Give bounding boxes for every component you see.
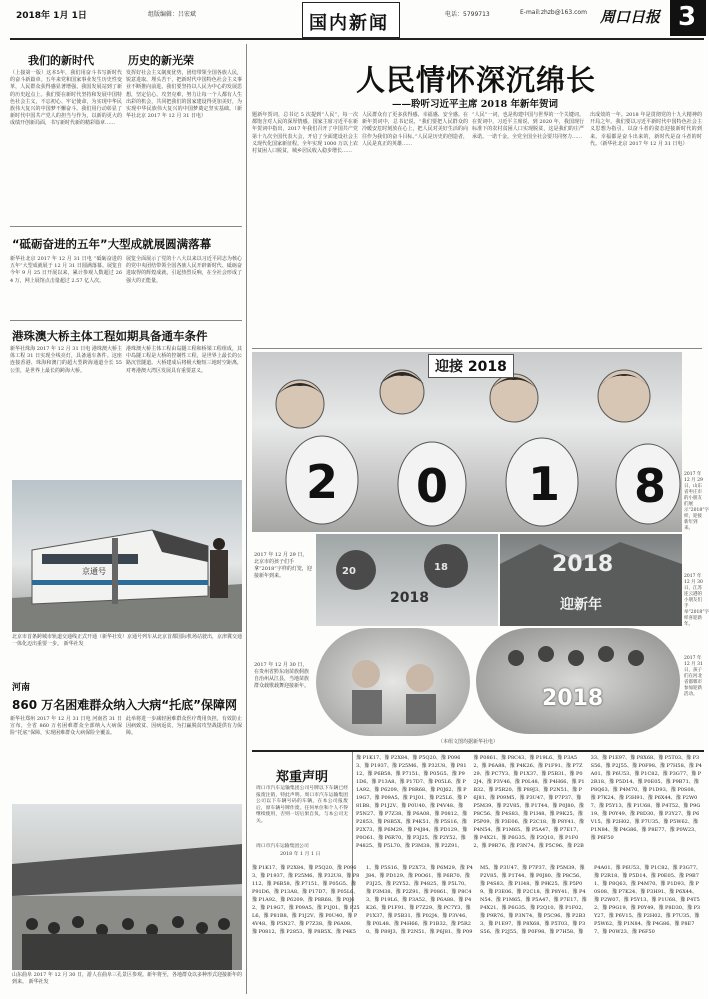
main-story-col3: “人民”一词，也是构建中国与世界的一个关键词。在贺词中，习近平主席说，到 2020 年，我国现行标准下的农村贫困人口实现脱贫，这是我们的庄严承诺。一诺千金。全党全国全社会要共同努力…… [472, 112, 584, 140]
section-title: 国内新闻 [309, 13, 389, 34]
story-medical-col2: 此举将进一步减轻困难群众医疗费用负担，有效防止因病致贫、因病返贫，为打赢脱贫攻坚战提供有力保障。 [126, 716, 242, 737]
story-exhibition-col1: 新华社北京 2017 年 12 月 31 日电 “砥砺奋进的五年”大型成就展于 12 月 31 日圆满落幕。展览自今年 9 月 25 日开展以来，累计参观人数超过 264 万，网上展馆点击量超过 2.57 亿人次。 [10, 256, 122, 284]
photo-dancers [500, 534, 682, 626]
photo-lanterns [316, 534, 498, 626]
column-divider [246, 44, 247, 994]
lanterns-illustration [316, 534, 498, 626]
rule-story2 [10, 226, 242, 227]
photo-spread-title: 迎接 2018 [428, 354, 514, 378]
caption-qufu: 山东曲阜 2017 年 12 月 30 日，游人在曲阜三孔景区参观。新年将至，各地群众以多种形式迎接新年的到来。 新华社发 [12, 972, 242, 985]
qufu-illustration [12, 804, 242, 970]
kids-dots-illustration [476, 628, 680, 734]
svg-text:8: 8 [634, 459, 667, 513]
photo-spread-credit: （本组文图均据新华社电） [438, 739, 499, 745]
caption-spread-b: 2017 年 12 月 29 日，北京市的孩子们手拿“2018”字样的灯笼，迎接新年到来。 [254, 552, 312, 579]
train-illustration [12, 480, 242, 632]
svg-text:1: 1 [528, 457, 561, 511]
story-exhibition-col2: 展览全面展示了党的十八大以来以习近平同志为核心的党中央团结带领全国各族人民开辟新时代、砥砺奋进取得的辉煌成就，引起热烈反响，在全社会形成了强大的正能量。 [126, 256, 242, 284]
headline-main: 人民情怀深沉绵长 [356, 63, 597, 97]
children-illustration [252, 352, 682, 532]
photo-dancers-text: 2018 [552, 552, 614, 577]
headline-medical: 860 万名困难群众纳入大病“托底”保障网 [12, 698, 238, 712]
story-bridge-col1: 新华社珠海 2017 年 12 月 31 日电 港珠澳大桥主体工程 31 日实现全线亮灯，具备通车条件。这座连接香港、珠海和澳门的超大型跨海通道全长 55 公里，是世界上最长的跨海大桥。 [10, 346, 122, 374]
caption-spread-e: 2017 年 12 月 31 日，孩子们在河北省邯郸市参加迎新活动。 [684, 656, 703, 697]
header-rule [10, 38, 704, 40]
svg-text:18: 18 [434, 562, 448, 573]
page-number: 3 [678, 2, 697, 32]
story-new-era-col1: （上接第一版）这本5年，我们用奋斗书写新时代的奋斗新篇章。五年来党和国家事业发生历史性变革，人民群众获得感显著增强，我国发展站到了新的历史起点上。我们要在新时代坚持和发展中国特色社会主义，不忘初心、牢记使命，为实现中华民族伟大复兴的中国梦不懈奋斗。我们用行动彰显了新时代中国共产党人的担当与作为，以新的更大的成绩开创新局面，书写新时代新的精彩篇章…… [10, 70, 122, 127]
notice-body: 周口市汽车运输集团公司号牌以下车辆已经报废注销，特此声明。周口市汽车运输集团公司以下车辆号码的车辆，在本公司报废后，原车辆号牌作废。任何单位和个人不得继续使用，否则一切后果自负，与本公司无关。 [256, 786, 348, 824]
notice-signature: 周口市汽车运输集团公司 [256, 844, 309, 849]
story-new-era-col2: 发挥好社会主义制度优势，团结带领全国各族人民，锐意进取、埋头苦干，把新时代中国特色社会主义事业不断推向前进。我们要坚持以人民为中心的发展思想，坚定信心、攻坚克难，努力让每一个人都有人生出彩的机会，共同把我们的国家建设得更加美好，为实现中华民族伟大复兴的中国梦奠定坚实基础。（新华社北京 2017 年 12 月 31 日电） [126, 70, 242, 120]
caption-train: 北京市首条跨城市轨道交通线正式开通（新华社发）京通号列车从北京首都国际机场站驶出，京津冀交通一体化迈出重要一步。 新华社发 [12, 634, 243, 647]
caption-spread-c: 2017 年 12 月 30 日，江苏连云港的小朋友们手举“2018”字样喜迎新年。 [684, 574, 709, 627]
children-circle-illustration [316, 628, 470, 736]
photo-lanterns-text: 2018 [390, 590, 429, 606]
photo-kids-text: 2018 [542, 686, 604, 711]
photo-train [12, 480, 242, 632]
photo-children-circle [316, 628, 470, 736]
headline-exhibition: “砥砺奋进的五年”大型成就展圆满落幕 [12, 237, 212, 251]
subheadline-main: ——聆听习近平主席 2018 年新年贺词 [392, 99, 559, 110]
headline-new-glory: 历史的新光荣 [128, 54, 194, 67]
train-sign-text: 京通号 [82, 567, 106, 576]
notice-plate-list-bottom: 豫 P1K17、豫 P2X84、豫 P5Q20、豫 P0963、豫 P1937、豫 P25M6、豫 P32U8、豫 P8112、豫 P6B58、豫 P7151、豫 P05G5、豫 P91D6、豫 P13A8、豫 P17D7、豫 P05L6、豫 P1A92、豫 P6209、豫 P8R68、豫 P0J62、豫 P19G7、豫 P09A5、豫 P1J01、豫 P25L6、豫 P81B8、豫 P1J2V、豫 P0U40、豫 P4V48、豫 P5N27、豫 P7Z38、豫 P6A08、豫 P0812、豫 P2853、豫 P8B5X、豫 P4K51、豫 P5S16、豫 P2X73、豫 P6M29、豫 P4J84、豫 PD129、豫 P0O61、豫 P6R70、豫 P3J25、豫 P2Y52、豫 P4825、豫 P5L70、豫 P3M38、豫 P2Z91、豫 P0861、豫 P8C43、豫 P19L6、豫 P3A52、豫 P6A88、豫 P4K26、豫 P1F91、豫 P7Z29、豫 PC7Y3、豫 P1X37、豫 P5B31、豫 P02J4、豫 P3V46、豫 P0L48、豫 P4H66、豫 P1B32、豫 P5R20、豫 P89J3、豫 P2N51、豫 P6J81、豫 P09M5、豫 P3U47、豫 P7P37、豫 P5M39、豫 P2V85、豫 P1T44、豫 P0J80、豫 P8C56、豫 P4S83、豫 P1I48、豫 P9K25、豫 P5P09、豫 P3E06、豫 P2C18、豫 P8Y41、豫 P4N54、豫 P1M65、豫 P5A47、豫 P7E17、豫 P4X21、豫 P6G35、豫 P2Q10、豫 P1F02、豫 P9R76、豫 P3N74、豫 P5C96、豫 P2B33、豫 P1E97、豫 P8X68、豫 P5T03、豫 P3S56、豫 P2J55、豫 P0F98、豫 P7H58、豫 P4A01、豫 P6U53、豫 P1C82、豫 P3G77、豫 P2R18、豫 P5D14、豫 P0E05、豫 P9B71、豫 P8Q63、豫 P4M70、豫 P1D93、豫 P0S08、豫 P7K24、豫 P3H91、豫 P6X44、豫 P2W07、豫 P5Y13、豫 P1U68、豫 P4T52、豫 P9G19、豫 P0Y49、豫 P8D30、豫 P3Y27、豫 P6V15、豫 P2H02、豫 P7U35、豫 P5W62、豫 P1N84、豫 P4G86、豫 P8E77、豫 P0W23、豫 P6F50 [252, 865, 702, 935]
caption-spread-d: 2017 年 12 月 30 日，在贵州省黔东南苗族侗族自治州从江县，当地苗族群众载歌载舞迎接新年。 [254, 662, 310, 689]
notice-date: 2018 年 1 月 1 日 [280, 852, 321, 857]
issue-date: 2018年 1月 1日 [16, 11, 87, 21]
meta-phone: 电话：5799713 [445, 11, 490, 18]
masthead-logo: 周口日报 [600, 8, 661, 26]
rule-photo-spread [252, 348, 702, 349]
headline-bridge: 港珠澳大桥主体工程如期具备通车条件 [12, 329, 208, 343]
meta-email: E-mail:zhzb@163.com [520, 9, 587, 16]
photo-kids-dots [476, 628, 680, 734]
svg-text:0: 0 [416, 459, 449, 513]
headline-new-era: 我们的新时代 [28, 54, 94, 67]
svg-text:2: 2 [306, 455, 339, 509]
main-story-col2: 人民群众有了更多获得感、幸福感、安全感。在新年贺词中，总书记说，“我们要把人民群众的冷暖安危时刻放在心上，把人民对美好生活的向往作为我们的奋斗目标。”人民是历史的创造者，人民是真正的英雄…… [362, 112, 468, 147]
notice-plate-list-right: 豫 P1K17、豫 P2X84、豫 P5Q20、豫 P0963、豫 P1937、豫 P25M6、豫 P32U8、豫 P8112、豫 P6B58、豫 P7151、豫 P05G5、豫 P91D6、豫 P13A8、豫 P17D7、豫 P05L6、豫 P1A92、豫 P6209、豫 P8R68、豫 P0J62、豫 P19G7、豫 P09A5、豫 P1J01、豫 P25L6、豫 P81B8、豫 P1J2V、豫 P0U40、豫 P4V48、豫 P5N27、豫 P7Z38、豫 P6A08、豫 P0812、豫 P2853、豫 P8B5X、豫 P4K51、豫 P5S16、豫 P2X73、豫 P6M29、豫 P4J84、豫 PD129、豫 P0O61、豫 P6R70、豫 P3J25、豫 P2Y52、豫 P4825、豫 P5L70、豫 P3M38、豫 P2Z91、豫 P0861、豫 P8C43、豫 P19L6、豫 P3A52、豫 P6A88、豫 P4K26、豫 P1F91、豫 P7Z29、豫 PC7Y3、豫 P1X37、豫 P5B31、豫 P02J4、豫 P3V46、豫 P0L48、豫 P4H66、豫 P1B32、豫 P5R20、豫 P89J3、豫 P2N51、豫 P6J81、豫 P09M5、豫 P3U47、豫 P7P37、豫 P5M39、豫 P2V85、豫 P1T44、豫 P0J80、豫 P8C56、豫 P4S83、豫 P1I48、豫 P9K25、豫 P5P09、豫 P3E06、豫 P2C18、豫 P8Y41、豫 P4N54、豫 P1M65、豫 P5A47、豫 P7E17、豫 P4X21、豫 P6G35、豫 P2Q10、豫 P1F02、豫 P9R76、豫 P3N74、豫 P5C96、豫 P2B33、豫 P1E97、豫 P8X68、豫 P5T03、豫 P3S56、豫 P2J55、豫 P0F98、豫 P7H58、豫 P4A01、豫 P6U53、豫 P1C82、豫 P3G77、豫 P2R18、豫 P5D14、豫 P0E05、豫 P9B71、豫 P8Q63、豫 P4M70、豫 P1D93、豫 P0S08、豫 P7K24、豫 P3H91、豫 P6X44、豫 P2W07、豫 P5Y13、豫 P1U68、豫 P4T52、豫 P9G19、豫 P0Y49、豫 P8D30、豫 P3Y27、豫 P6V15、豫 P2H02、豫 P7U35、豫 P5W62、豫 P1N84、豫 P4G86、豫 P8E77、豫 P0W23、豫 P6F50 [356, 755, 702, 849]
photo-qufu [12, 804, 242, 970]
main-story-col4: 出成效的一年。2018 年是贯彻党的十九大精神的开局之年。我们要以习近平新时代中国特色社会主义思想为指引，以奋斗者的姿态迎接新时代的到来。幸福都是奋斗出来的，新时代是奋斗者的时代。（新华社北京 2017 年 12 月 31 日电） [590, 112, 702, 147]
region-label: 河南 [12, 683, 31, 693]
svg-text:20: 20 [342, 566, 356, 577]
rule-notice [252, 750, 704, 752]
meta-editor: 组版编辑：吕宏斌 [148, 11, 197, 18]
story-medical-col1: 新华社郑州 2017 年 12 月 31 日电 河南省 31 日宣布，全省 860 万名困难群众全部纳入大病保险“托底”保障，实现困难群众大病保险全覆盖。 [10, 716, 122, 737]
main-story-col1: 题新年贺词，总书记 5 次提到“人民”，每一次都饱含对人民的深厚情感。国家主席习近平在新年贺词中指出，2017 年我们召开了中国共产党第十九次全国代表大会，开启了全面建设社会主义现代化国家新征程。全年实现 1000 万以上农村贫困人口脱贫，城乡居民收入稳步增长…… [252, 112, 358, 155]
photo-children-2018 [252, 352, 682, 532]
notice-title: 郑重声明 [276, 770, 329, 785]
photo-dancers-banner: 迎新年 [560, 597, 602, 613]
caption-spread-a: 2017 年 12 月 29 日，山东省枣庄市的小朋友们展示“2018”字样，迎接新年到来。 [684, 472, 709, 531]
story-bridge-col2: 港珠澳大桥主体工程由岛隧工程和桥梁工程组成，其中岛隧工程是大桥的控制性工程，是世界上最长的公路沉管隧道。大桥建成后将极大缩短三地时空距离，对粤港澳大湾区发展具有重要意义。 [126, 346, 242, 374]
rule-story3 [10, 320, 242, 321]
